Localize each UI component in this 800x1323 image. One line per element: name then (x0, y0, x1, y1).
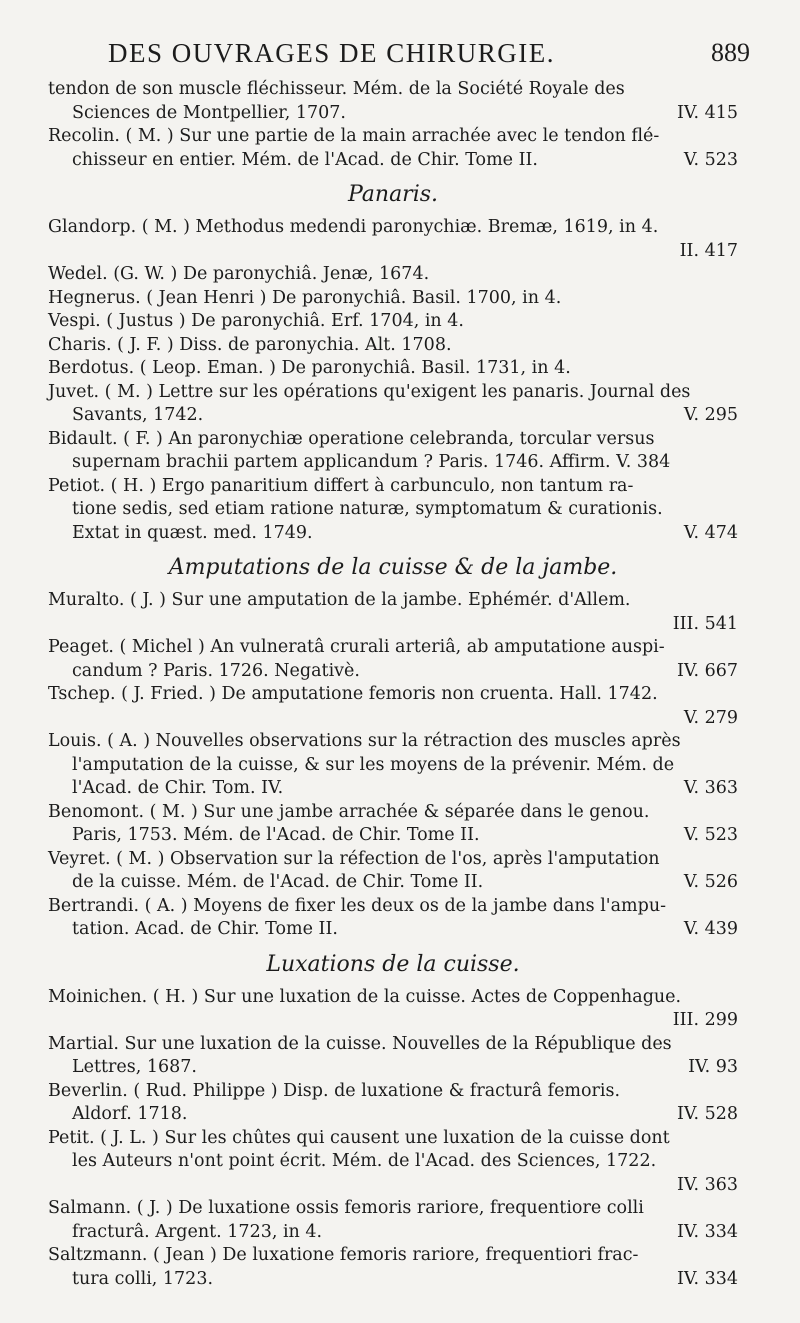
entry-tail (48, 1174, 738, 1198)
entry-line: Paris, 1753. Mém. de l'Acad. de Chir. Tome II. (72, 825, 480, 845)
bibliography-entry (48, 216, 738, 263)
entry-tail (48, 404, 738, 428)
entry-line: Glandorp. ( M. ) Methodus medendi paronychiæ. Bremæ, 1619, in 4. (48, 217, 659, 237)
bibliography-entry (48, 848, 738, 895)
bibliography-entry (48, 263, 738, 287)
entry-line: tation. Acad. de Chir. Tome II. (72, 919, 338, 939)
bibliography-entry (48, 125, 738, 172)
volume-reference: V. 439 (683, 919, 738, 939)
entry-line: Salmann. ( J. ) De luxatione ossis femoris rariore, frequentiore colli (48, 1198, 644, 1218)
entry-tail (48, 149, 738, 173)
volume-reference: IV. 334 (676, 1221, 738, 1242)
entry-line: Extat in quæst. med. 1749. (72, 522, 313, 543)
bibliography-entry (48, 357, 738, 381)
entry-tail (48, 240, 738, 264)
volume-reference: V. 363 (683, 778, 738, 798)
entry-line: Saltzmann. ( Jean ) De luxatione femoris rariore, frequentiori frac- (48, 1245, 639, 1265)
entry-line: Wedel. (G. W. ) De paronychiâ. Jenæ, 1674. (48, 264, 430, 284)
section-title: Luxations de la cuisse. (266, 951, 520, 977)
entry-line: Petit. ( J. L. ) Sur les chûtes qui causent une luxation de la cuisse dont (48, 1127, 670, 1148)
entry-line: Lettres, 1687. (72, 1057, 197, 1077)
volume-reference: V. 295 (683, 405, 738, 425)
entry-line: Charis. ( J. F. ) Diss. de paronychia. Alt. 1708. (48, 334, 452, 355)
bibliography-body (48, 78, 738, 1291)
bibliography-entry (48, 986, 738, 1033)
volume-reference: IV. 93 (688, 1057, 738, 1077)
entry-tail (48, 1268, 738, 1292)
entry-tail (48, 522, 738, 546)
entry-line: tura colli, 1723. (72, 1268, 214, 1289)
entry-line: Recolin. ( M. ) Sur une partie de la main arrachée avec le tendon flé- (48, 126, 660, 146)
running-header (100, 38, 750, 78)
bibliography-entry (48, 310, 738, 334)
entry-line (48, 1174, 72, 1198)
volume-reference: V. 526 (683, 872, 738, 892)
section-title: Panaris. (347, 182, 439, 207)
entry-line: les Auteurs n'ont point écrit. Mém. de l'Acad. des Sciences, 1722. (72, 1151, 657, 1171)
entry-line: de la cuisse. Mém. de l'Acad. de Chir. Tome II. (72, 872, 484, 892)
entry-line: Aldorf. 1718. (72, 1104, 188, 1124)
entry-tail (48, 613, 738, 637)
bibliography-entry (48, 683, 738, 730)
bibliography-entry (48, 801, 738, 848)
bibliography-entry (48, 1197, 738, 1244)
entry-tail (48, 707, 738, 731)
volume-reference: IV. 363 (676, 1174, 738, 1195)
bibliography-entry (48, 381, 738, 428)
entry-line: l'Acad. de Chir. Tom. IV. (72, 778, 284, 798)
entry-tail (48, 918, 738, 942)
entry-line: Muralto. ( J. ) Sur une amputation de la jambe. Ephémér. d'Allem. (48, 590, 631, 610)
entry-line: Bidault. ( F. ) An paronychiæ operatione celebranda, torcular versus (48, 428, 655, 449)
entry-line: l'amputation de la cuisse, & sur les moyens de la prévenir. Mém. de (72, 754, 675, 775)
entry-line: Vespi. ( Justus ) De paronychiâ. Erf. 1704, in 4. (48, 311, 464, 331)
bibliography-entry (48, 1244, 738, 1291)
bibliography-entry (48, 334, 738, 358)
entry-line (48, 707, 72, 731)
entry-line: chisseur en entier. Mém. de l'Acad. de Chir. Tome II. (72, 149, 538, 170)
bibliography-entry (48, 589, 738, 636)
entry-line (48, 613, 72, 637)
bibliography-entry (48, 78, 738, 125)
entry-line: Veyret. ( M. ) Observation sur la réfection de l'os, après l'amputation (48, 848, 660, 869)
entry-line: Sciences de Montpellier, 1707. (72, 102, 346, 123)
entry-tail (48, 102, 738, 126)
entry-line: Savants, 1742. (72, 405, 204, 425)
entry-tail (48, 660, 738, 684)
bibliography-entry (48, 475, 738, 546)
entry-tail (48, 1103, 738, 1127)
entry-line: supernam brachii partem applicandum ? Paris. 1746. Affirm. V. 384 (72, 452, 671, 472)
volume-reference: IV. 334 (676, 1268, 738, 1289)
entry-line (48, 1009, 72, 1033)
entry-line: Hegnerus. ( Jean Henri ) De paronychiâ. Basil. 1700, in 4. (48, 287, 562, 308)
entry-line: Martial. Sur une luxation de la cuisse. Nouvelles de la République des (48, 1033, 672, 1054)
entry-line: tendon de son muscle fléchisseur. Mém. de la Société Royale des (48, 79, 625, 99)
page-number: 889 (711, 38, 750, 67)
volume-reference: III. 541 (672, 613, 738, 634)
entry-line: Moinichen. ( H. ) Sur une luxation de la cuisse. Actes de Coppenhague. (48, 986, 682, 1007)
bibliography-entry (48, 1033, 738, 1080)
bibliography-entry (48, 1127, 738, 1198)
entry-line: Benomont. ( M. ) Sur une jambe arrachée & séparée dans le genou. (48, 801, 650, 822)
entry-line: candum ? Paris. 1726. Negativè. (72, 660, 360, 681)
entry-line (48, 240, 72, 264)
volume-reference: III. 299 (672, 1010, 738, 1030)
entry-tail (48, 1056, 738, 1080)
entry-line: tione sedis, sed etiam ratione naturæ, symptomatum & curationis. (72, 499, 663, 519)
volume-reference: II. 417 (679, 240, 738, 261)
section-title: Amputations de la cuisse & de la jambe. (168, 555, 618, 580)
volume-reference: V. 474 (683, 522, 738, 543)
volume-reference: IV. 528 (676, 1104, 738, 1124)
bibliography-entry (48, 895, 738, 942)
entry-line: fracturâ. Argent. 1723, in 4. (72, 1221, 323, 1242)
entry-tail (48, 777, 738, 801)
running-title: DES OUVRAGES DE CHIRURGIE. (108, 38, 556, 68)
bibliography-entry (48, 730, 738, 801)
entry-line: Bertrandi. ( A. ) Moyens de fixer les deux os de la jambe dans l'ampu- (48, 895, 667, 916)
entry-line: Berdotus. ( Leop. Eman. ) De paronychiâ. Basil. 1731, in 4. (48, 358, 571, 378)
bibliography-entry (48, 636, 738, 683)
entry-line: Louis. ( A. ) Nouvelles observations sur la rétraction des muscles après (48, 731, 681, 751)
volume-reference: V. 523 (683, 149, 738, 170)
volume-reference: IV. 667 (676, 660, 738, 681)
entry-line: Petiot. ( H. ) Ergo panaritium differt à carbunculo, non tantum ra- (48, 475, 634, 496)
volume-reference: IV. 415 (676, 102, 738, 123)
entry-tail (48, 1221, 738, 1245)
entry-line: Beverlin. ( Rud. Philippe ) Disp. de luxatione & fracturâ femoris. (48, 1080, 621, 1101)
bibliography-entry (48, 428, 738, 475)
volume-reference: V. 523 (683, 825, 738, 845)
entry-tail (48, 871, 738, 895)
volume-reference: V. 279 (683, 707, 738, 728)
entry-line: Peaget. ( Michel ) An vulneratâ crurali arteriâ, ab amputatione auspi- (48, 637, 665, 657)
bibliography-entry (48, 287, 738, 311)
entry-tail (48, 1009, 738, 1033)
entry-line: Tschep. ( J. Fried. ) De amputatione femoris non cruenta. Hall. 1742. (48, 684, 658, 704)
bibliography-entry (48, 1080, 738, 1127)
entry-line: Juvet. ( M. ) Lettre sur les opérations qu'exigent les panaris. Journal des (48, 381, 691, 402)
entry-tail (48, 824, 738, 848)
